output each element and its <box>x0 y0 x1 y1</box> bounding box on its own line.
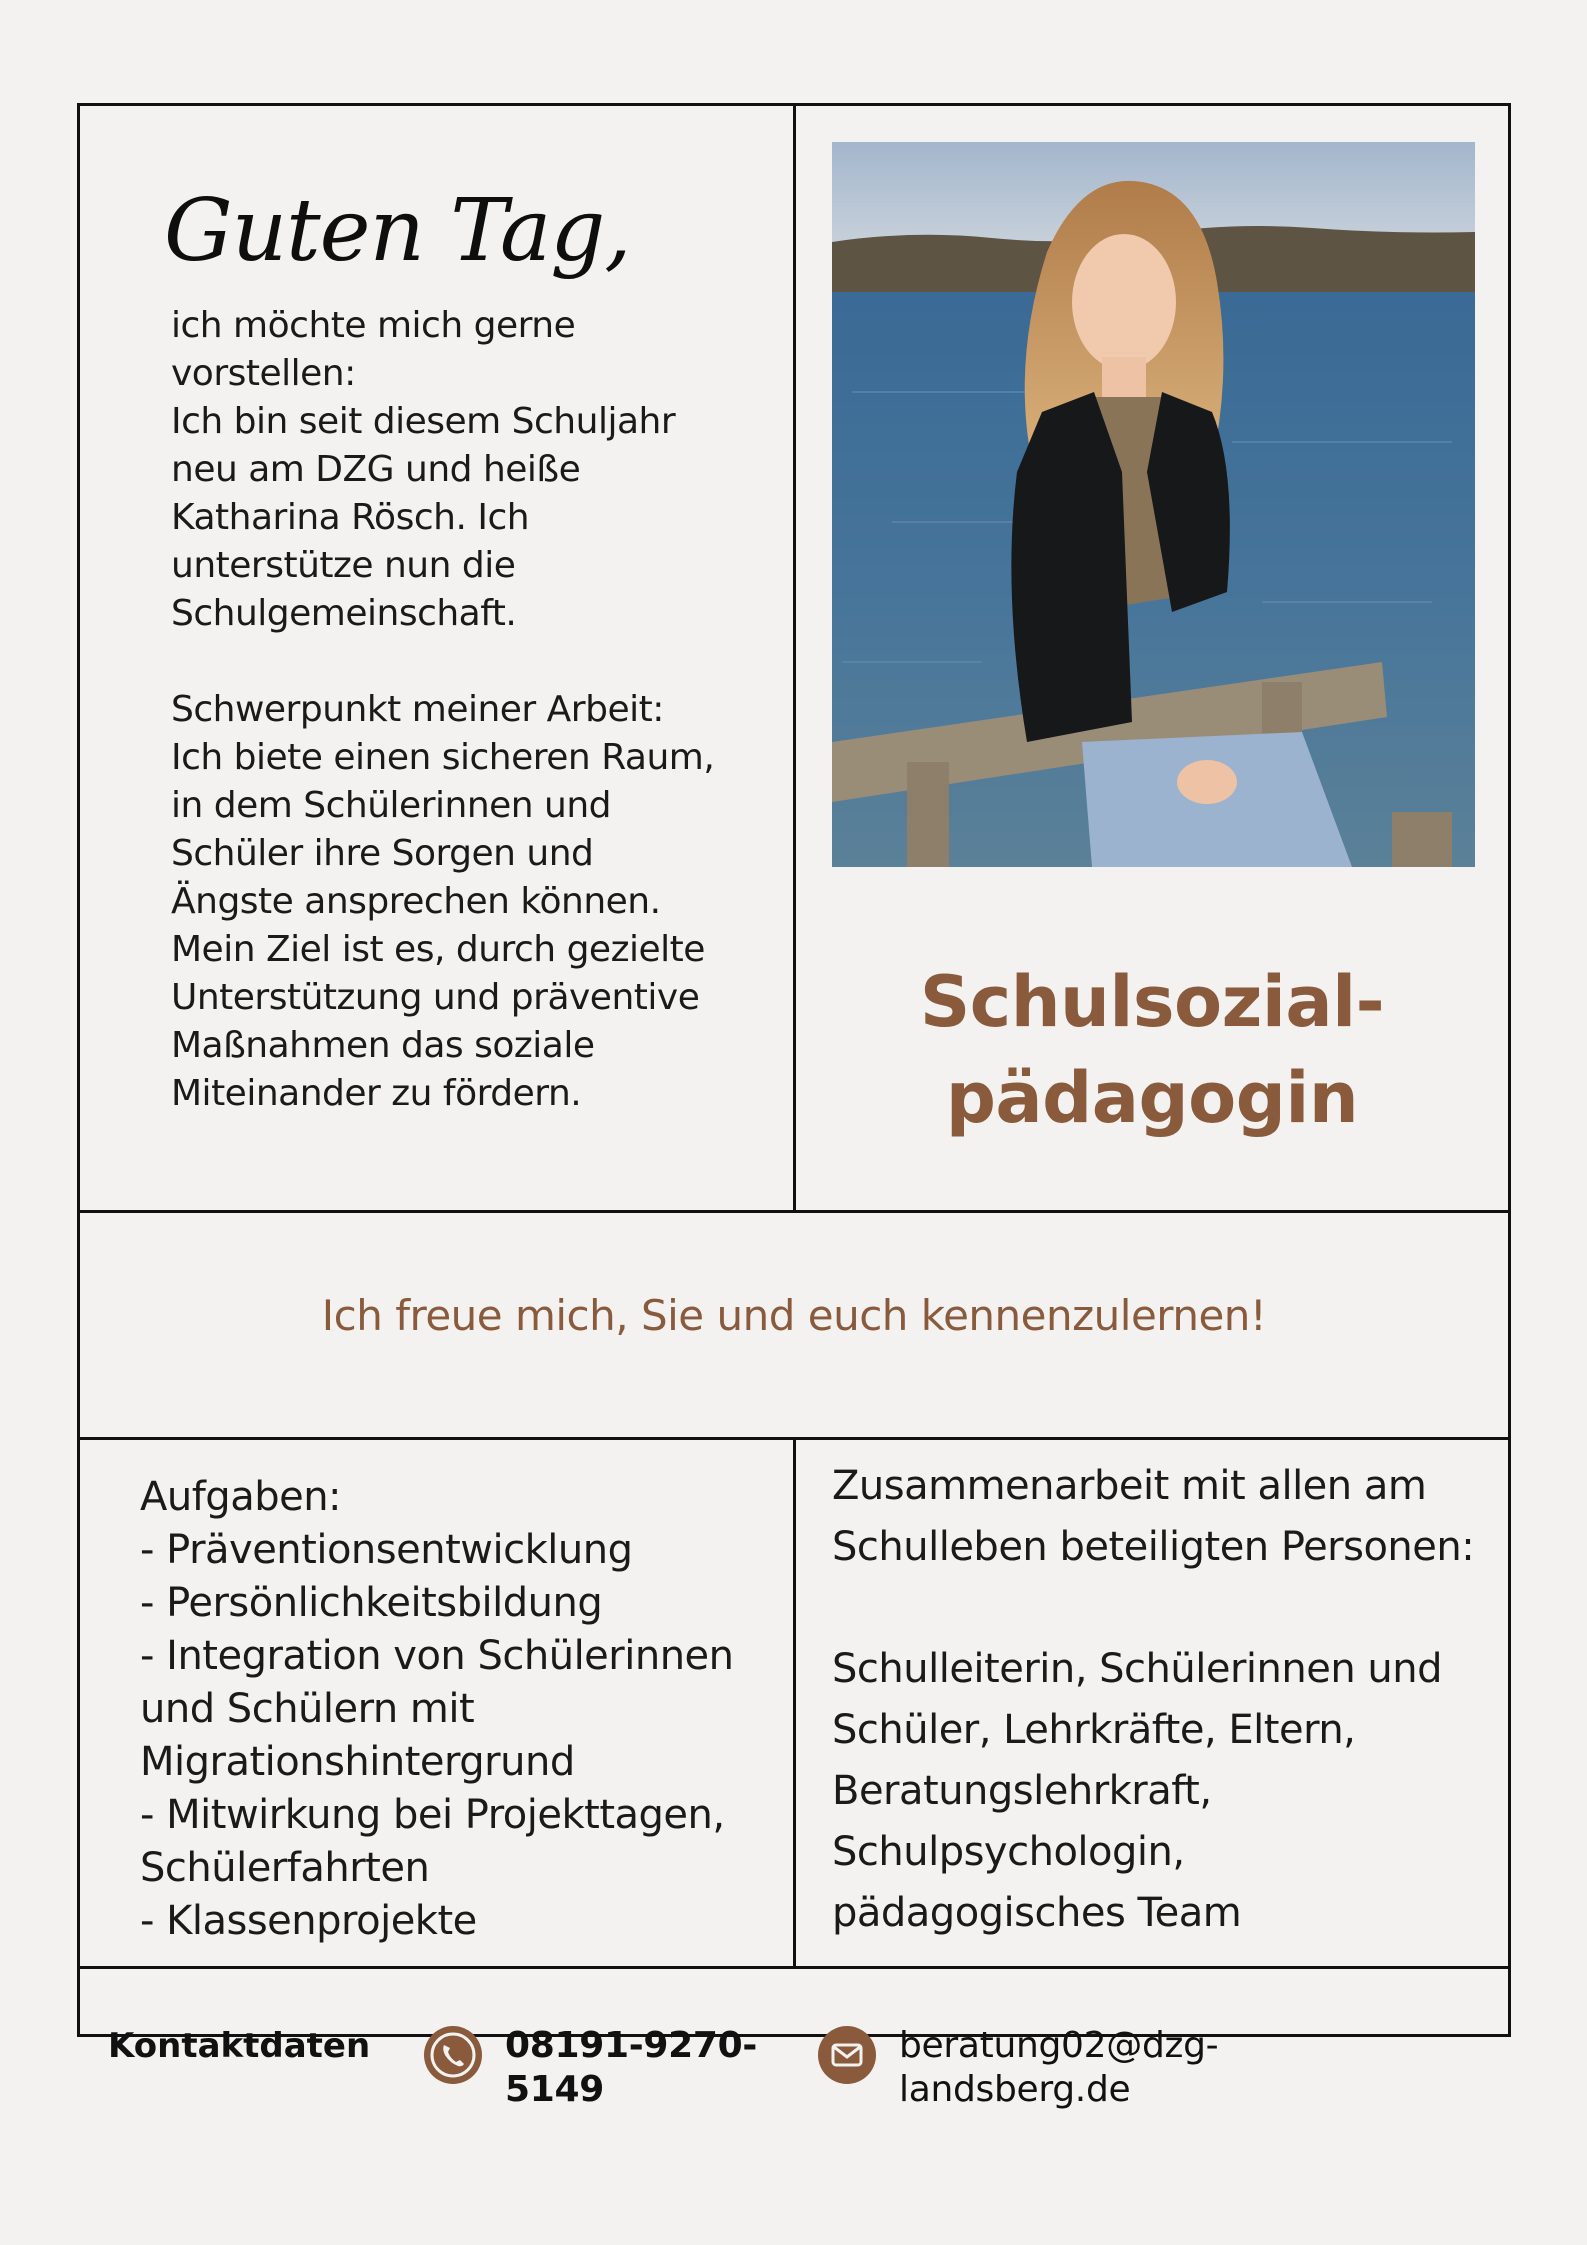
welcome-message: Ich freue mich, Sie und euch kennenzulernen! <box>321 1291 1267 1340</box>
collaboration-text: Zusammenarbeit mit allen am Schulleben beteiligten Personen: Schulleiterin, Schülerinnen und Schüler, Lehrkräfte, Eltern, Beratungslehrkraft, Schulpsychologin, pädagogisches Team <box>832 1463 1475 1936</box>
contact-label: Kontaktdaten <box>108 2026 371 2066</box>
tasks-list: Aufgaben: - Präventionsentwicklung - Persönlichkeitsbildung - Integration von Schülerinnen und Schülern mit Migrationshintergrund - Mitwirkung bei Projekttagen, Schülerfahrten - Klassenprojekte <box>140 1474 734 1944</box>
contact-email[interactable]: beratung02@dzg- landsberg.de <box>899 2025 1219 2110</box>
poster-frame <box>77 103 1511 2110</box>
phone-icon <box>424 2026 482 2084</box>
role-title: Schulsozial- pädagogin <box>919 961 1385 1139</box>
intro-text: ich möchte mich gerne vorstellen: Ich bin seit diesem Schuljahr neu am DZG und heiße Katharina Rösch. Ich unterstütze nun die Schulgemeinschaft. Schwerpunkt meiner Arbeit: Ich biete einen sicheren Raum, in dem Schülerinnen und Schüler ihre Sorgen und Ängste ansprechen können. Mein Ziel ist es, durch gezielte Unterstützung und präventive Maßnahmen das soziale Miteinander zu fördern. <box>171 305 715 1114</box>
contact-phone[interactable]: 08191-9270- 5149 <box>505 2025 758 2110</box>
profile-photo <box>832 142 1475 867</box>
mail-icon <box>818 2026 876 2084</box>
greeting-heading: Guten Tag, <box>164 181 631 281</box>
